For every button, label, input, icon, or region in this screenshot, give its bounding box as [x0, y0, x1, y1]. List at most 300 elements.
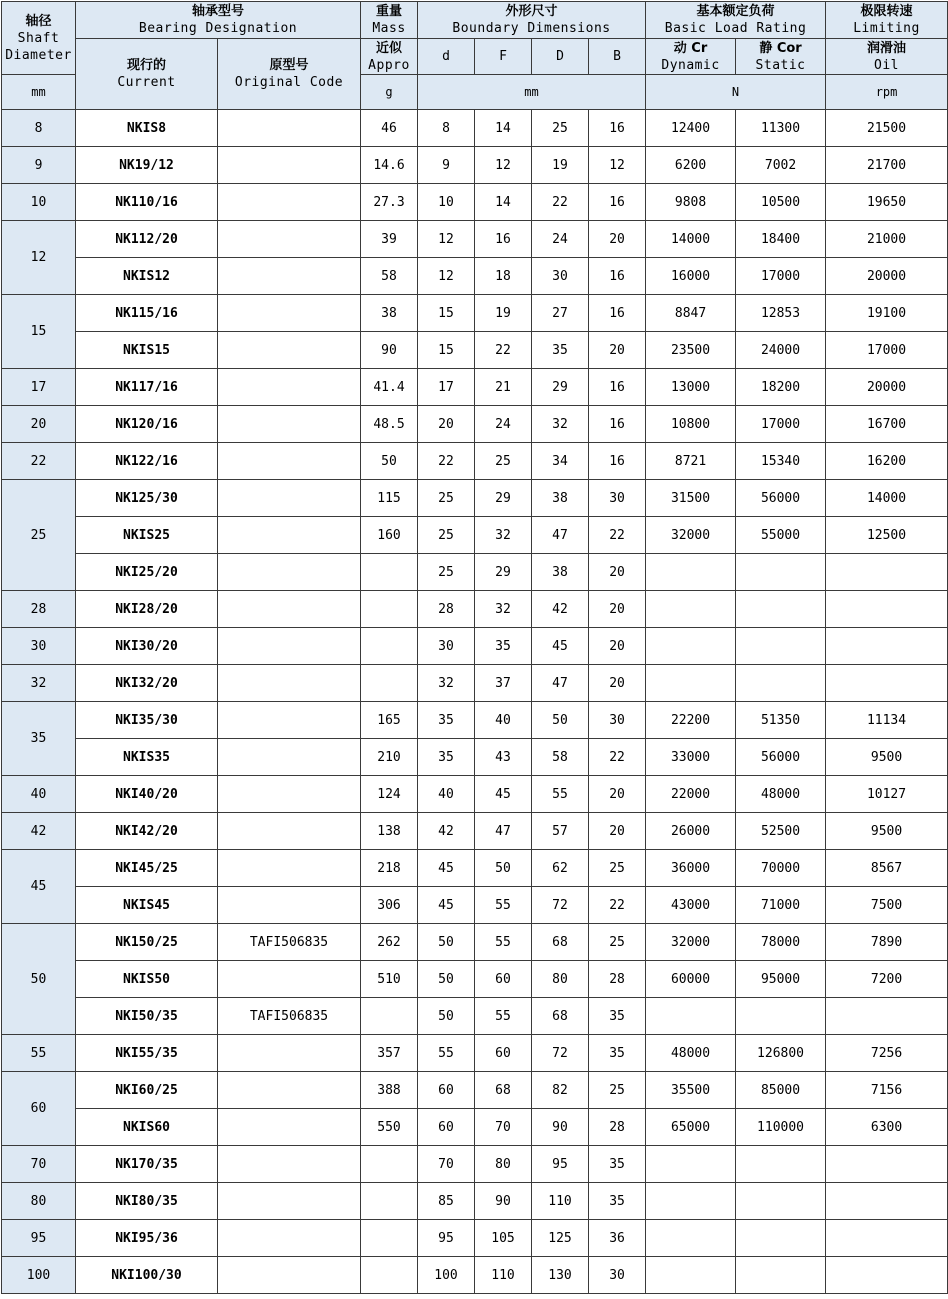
- oil-speed-cell: 21500: [826, 110, 948, 147]
- oil-speed-cell: 20000: [826, 258, 948, 295]
- dim-F-cell: 50: [475, 850, 532, 887]
- static-load-cell: 126800: [736, 1035, 826, 1072]
- static-load-header: 静 Cor Static: [736, 39, 826, 75]
- shaft-diameter-cell: 10: [2, 184, 76, 221]
- dim-d-cell: 9: [418, 147, 475, 184]
- table-row: [2, 480, 948, 517]
- table-row: [2, 406, 948, 443]
- oil-speed-cell: 7256: [826, 1035, 948, 1072]
- original-code-cell: [218, 480, 361, 517]
- dim-D-cell: 125: [532, 1220, 589, 1257]
- table-row: [2, 591, 948, 628]
- dim-B-header: B: [589, 39, 646, 75]
- table-row: [2, 147, 948, 184]
- static-load-cell: 48000: [736, 776, 826, 813]
- dynamic-load-cell: [646, 665, 736, 702]
- model-cell: NKI100/30: [76, 1257, 218, 1294]
- static-load-cell: [736, 1257, 826, 1294]
- table-body: [2, 110, 948, 1294]
- original-code-cell: [218, 517, 361, 554]
- dynamic-load-cell: 65000: [646, 1109, 736, 1146]
- original-code-cell: [218, 1146, 361, 1183]
- shaft-diameter-header: 轴径 Shaft Diameter: [2, 2, 76, 75]
- table-row: [2, 221, 948, 258]
- dim-D-header: D: [532, 39, 589, 75]
- dim-D-cell: 34: [532, 443, 589, 480]
- model-cell: NK170/35: [76, 1146, 218, 1183]
- dim-F-cell: 55: [475, 887, 532, 924]
- model-cell: NKIS50: [76, 961, 218, 998]
- dim-F-cell: 110: [475, 1257, 532, 1294]
- model-cell: NKI42/20: [76, 813, 218, 850]
- dynamic-load-cell: [646, 1146, 736, 1183]
- dim-d-cell: 20: [418, 406, 475, 443]
- model-cell: NK110/16: [76, 184, 218, 221]
- dynamic-load-cell: 32000: [646, 517, 736, 554]
- table-row: [2, 739, 948, 776]
- shaft-diameter-cell: 42: [2, 813, 76, 850]
- original-code-cell: [218, 184, 361, 221]
- dim-D-cell: 72: [532, 887, 589, 924]
- dim-D-cell: 82: [532, 1072, 589, 1109]
- static-load-cell: [736, 1146, 826, 1183]
- dim-B-cell: 35: [589, 998, 646, 1035]
- oil-speed-cell: 20000: [826, 369, 948, 406]
- dim-d-cell: 32: [418, 665, 475, 702]
- dynamic-load-cell: 8721: [646, 443, 736, 480]
- shaft-diameter-cell: 45: [2, 850, 76, 924]
- dim-F-cell: 37: [475, 665, 532, 702]
- boundary-dimensions-header: 外形尺寸 Boundary Dimensions: [418, 2, 646, 39]
- static-load-cell: [736, 628, 826, 665]
- dim-D-cell: 29: [532, 369, 589, 406]
- original-code-cell: [218, 258, 361, 295]
- dynamic-load-cell: 32000: [646, 924, 736, 961]
- mass-cell: [361, 591, 418, 628]
- oil-speed-cell: 17000: [826, 332, 948, 369]
- dim-D-cell: 57: [532, 813, 589, 850]
- dim-F-header: F: [475, 39, 532, 75]
- dynamic-load-cell: 13000: [646, 369, 736, 406]
- dim-B-cell: 30: [589, 1257, 646, 1294]
- mass-cell: [361, 554, 418, 591]
- oil-speed-cell: 9500: [826, 813, 948, 850]
- original-code-cell: [218, 1183, 361, 1220]
- model-cell: NKI28/20: [76, 591, 218, 628]
- dim-B-cell: 20: [589, 332, 646, 369]
- dynamic-load-cell: [646, 998, 736, 1035]
- static-load-cell: 15340: [736, 443, 826, 480]
- original-code-header: 原型号 Original Code: [218, 39, 361, 110]
- original-code-cell: [218, 332, 361, 369]
- dim-F-cell: 18: [475, 258, 532, 295]
- dim-d-cell: 12: [418, 258, 475, 295]
- table-row: [2, 1146, 948, 1183]
- dims-unit: mm: [418, 75, 646, 110]
- mass-header: 重量 Mass: [361, 2, 418, 39]
- dim-d-cell: 10: [418, 184, 475, 221]
- dynamic-load-cell: [646, 591, 736, 628]
- table-row: [2, 554, 948, 591]
- dim-F-cell: 60: [475, 961, 532, 998]
- oil-speed-cell: 6300: [826, 1109, 948, 1146]
- static-load-cell: 95000: [736, 961, 826, 998]
- shaft-diameter-cell: 12: [2, 221, 76, 295]
- static-load-cell: 18200: [736, 369, 826, 406]
- dynamic-load-cell: 60000: [646, 961, 736, 998]
- dim-d-cell: 50: [418, 924, 475, 961]
- original-code-cell: [218, 1035, 361, 1072]
- table-row: [2, 998, 948, 1035]
- model-cell: NKIS45: [76, 887, 218, 924]
- original-code-cell: [218, 961, 361, 998]
- table-row: [2, 110, 948, 147]
- dim-F-cell: 24: [475, 406, 532, 443]
- dim-d-cell: 22: [418, 443, 475, 480]
- dim-D-cell: 35: [532, 332, 589, 369]
- dynamic-load-cell: 9808: [646, 184, 736, 221]
- dim-d-cell: 28: [418, 591, 475, 628]
- basic-load-rating-header: 基本额定负荷 Basic Load Rating: [646, 2, 826, 39]
- speed-unit: rpm: [826, 75, 948, 110]
- dim-B-cell: 25: [589, 924, 646, 961]
- table-row: [2, 702, 948, 739]
- dim-D-cell: 19: [532, 147, 589, 184]
- dim-B-cell: 28: [589, 1109, 646, 1146]
- dim-d-cell: 30: [418, 628, 475, 665]
- table-row: [2, 850, 948, 887]
- shaft-diameter-cell: 9: [2, 147, 76, 184]
- dim-d-cell: 15: [418, 332, 475, 369]
- mass-cell: 115: [361, 480, 418, 517]
- dynamic-load-header: 动 Cr Dynamic: [646, 39, 736, 75]
- dim-F-cell: 32: [475, 591, 532, 628]
- original-code-cell: [218, 110, 361, 147]
- table-row: [2, 887, 948, 924]
- dynamic-load-cell: 12400: [646, 110, 736, 147]
- oil-speed-cell: 7156: [826, 1072, 948, 1109]
- dim-B-cell: 35: [589, 1146, 646, 1183]
- oil-speed-cell: 19650: [826, 184, 948, 221]
- dim-B-cell: 16: [589, 369, 646, 406]
- table-row: [2, 1035, 948, 1072]
- original-code-cell: [218, 221, 361, 258]
- mass-cell: 550: [361, 1109, 418, 1146]
- original-code-cell: [218, 665, 361, 702]
- static-load-cell: 51350: [736, 702, 826, 739]
- dim-d-cell: 15: [418, 295, 475, 332]
- mass-cell: [361, 1146, 418, 1183]
- oil-speed-cell: 16200: [826, 443, 948, 480]
- dim-B-cell: 16: [589, 258, 646, 295]
- static-load-cell: 52500: [736, 813, 826, 850]
- original-code-cell: [218, 739, 361, 776]
- oil-speed-cell: 12500: [826, 517, 948, 554]
- static-load-cell: 71000: [736, 887, 826, 924]
- original-code-cell: [218, 850, 361, 887]
- dim-D-cell: 38: [532, 480, 589, 517]
- original-code-cell: [218, 776, 361, 813]
- original-code-cell: [218, 295, 361, 332]
- dim-d-cell: 17: [418, 369, 475, 406]
- original-code-cell: [218, 1072, 361, 1109]
- dim-F-cell: 55: [475, 924, 532, 961]
- shaft-diameter-cell: 95: [2, 1220, 76, 1257]
- shaft-diameter-cell: 8: [2, 110, 76, 147]
- dynamic-load-cell: 26000: [646, 813, 736, 850]
- table-row: [2, 1183, 948, 1220]
- static-load-cell: [736, 998, 826, 1035]
- oil-speed-cell: [826, 628, 948, 665]
- static-load-cell: 12853: [736, 295, 826, 332]
- dim-F-cell: 29: [475, 480, 532, 517]
- dim-F-cell: 22: [475, 332, 532, 369]
- shaft-diameter-cell: 50: [2, 924, 76, 1035]
- mass-cell: 160: [361, 517, 418, 554]
- mass-cell: [361, 665, 418, 702]
- dim-D-cell: 130: [532, 1257, 589, 1294]
- mass-cell: 46: [361, 110, 418, 147]
- shaft-diameter-cell: 30: [2, 628, 76, 665]
- mass-cell: 218: [361, 850, 418, 887]
- dim-D-cell: 25: [532, 110, 589, 147]
- oil-speed-cell: 10127: [826, 776, 948, 813]
- dim-d-cell: 35: [418, 739, 475, 776]
- dim-B-cell: 36: [589, 1220, 646, 1257]
- static-load-cell: 110000: [736, 1109, 826, 1146]
- dim-F-cell: 43: [475, 739, 532, 776]
- shaft-diameter-cell: 22: [2, 443, 76, 480]
- dim-D-cell: 38: [532, 554, 589, 591]
- model-cell: NKI80/35: [76, 1183, 218, 1220]
- dim-D-cell: 32: [532, 406, 589, 443]
- load-unit: N: [646, 75, 826, 110]
- dim-B-cell: 20: [589, 628, 646, 665]
- bearing-designation-header: 轴承型号 Bearing Designation: [76, 2, 361, 39]
- dim-D-cell: 68: [532, 924, 589, 961]
- table-row: [2, 628, 948, 665]
- oil-speed-cell: 16700: [826, 406, 948, 443]
- dim-F-cell: 21: [475, 369, 532, 406]
- dynamic-load-cell: 35500: [646, 1072, 736, 1109]
- shaft-diameter-cell: 32: [2, 665, 76, 702]
- limiting-speed-header: 极限转速 Limiting: [826, 2, 948, 39]
- dynamic-load-cell: [646, 1257, 736, 1294]
- mass-cell: 48.5: [361, 406, 418, 443]
- dynamic-load-cell: 22200: [646, 702, 736, 739]
- table-row: [2, 443, 948, 480]
- dim-d-header: d: [418, 39, 475, 75]
- shaft-diameter-cell: 40: [2, 776, 76, 813]
- mass-cell: [361, 1220, 418, 1257]
- model-cell: NKI55/35: [76, 1035, 218, 1072]
- dim-d-cell: 45: [418, 887, 475, 924]
- model-cell: NKI35/30: [76, 702, 218, 739]
- oil-speed-cell: 8567: [826, 850, 948, 887]
- dim-B-cell: 16: [589, 184, 646, 221]
- model-cell: NKIS12: [76, 258, 218, 295]
- static-load-cell: [736, 554, 826, 591]
- model-cell: NKI60/25: [76, 1072, 218, 1109]
- dim-D-cell: 55: [532, 776, 589, 813]
- original-code-cell: [218, 369, 361, 406]
- original-code-cell: TAFI506835: [218, 924, 361, 961]
- dim-d-cell: 45: [418, 850, 475, 887]
- model-cell: NKIS15: [76, 332, 218, 369]
- dim-F-cell: 29: [475, 554, 532, 591]
- dim-D-cell: 22: [532, 184, 589, 221]
- model-cell: NKI25/20: [76, 554, 218, 591]
- model-cell: NKI45/25: [76, 850, 218, 887]
- dim-d-cell: 25: [418, 480, 475, 517]
- table-row: [2, 295, 948, 332]
- dim-F-cell: 16: [475, 221, 532, 258]
- dim-B-cell: 16: [589, 406, 646, 443]
- mass-approx-header: 近似 Appro: [361, 39, 418, 75]
- dim-d-cell: 95: [418, 1220, 475, 1257]
- oil-speed-cell: 14000: [826, 480, 948, 517]
- model-cell: NKI40/20: [76, 776, 218, 813]
- dim-d-cell: 40: [418, 776, 475, 813]
- table-row: [2, 332, 948, 369]
- dim-F-cell: 19: [475, 295, 532, 332]
- model-cell: NK117/16: [76, 369, 218, 406]
- dim-D-cell: 72: [532, 1035, 589, 1072]
- original-code-cell: [218, 406, 361, 443]
- dim-d-cell: 42: [418, 813, 475, 850]
- shaft-diameter-cell: 20: [2, 406, 76, 443]
- dim-d-cell: 60: [418, 1109, 475, 1146]
- dynamic-load-cell: [646, 1220, 736, 1257]
- static-load-cell: [736, 665, 826, 702]
- model-cell: NK112/20: [76, 221, 218, 258]
- dynamic-load-cell: 31500: [646, 480, 736, 517]
- dim-B-cell: 22: [589, 887, 646, 924]
- oil-speed-header: 润滑油 Oil: [826, 39, 948, 75]
- dim-B-cell: 20: [589, 591, 646, 628]
- dim-D-cell: 27: [532, 295, 589, 332]
- static-load-cell: 17000: [736, 406, 826, 443]
- dynamic-load-cell: 33000: [646, 739, 736, 776]
- dim-F-cell: 47: [475, 813, 532, 850]
- dim-F-cell: 25: [475, 443, 532, 480]
- oil-speed-cell: 7890: [826, 924, 948, 961]
- mass-cell: 124: [361, 776, 418, 813]
- dim-B-cell: 16: [589, 443, 646, 480]
- dim-D-cell: 45: [532, 628, 589, 665]
- dim-d-cell: 50: [418, 961, 475, 998]
- dim-D-cell: 95: [532, 1146, 589, 1183]
- table-row: [2, 369, 948, 406]
- shaft-diameter-cell: 55: [2, 1035, 76, 1072]
- original-code-cell: [218, 1220, 361, 1257]
- model-cell: NK19/12: [76, 147, 218, 184]
- oil-speed-cell: 11134: [826, 702, 948, 739]
- dim-F-cell: 68: [475, 1072, 532, 1109]
- dim-D-cell: 42: [532, 591, 589, 628]
- current-code-header: 现行的 Current: [76, 39, 218, 110]
- dim-B-cell: 30: [589, 702, 646, 739]
- dynamic-load-cell: 14000: [646, 221, 736, 258]
- oil-speed-cell: [826, 554, 948, 591]
- mass-cell: 14.6: [361, 147, 418, 184]
- dim-F-cell: 14: [475, 110, 532, 147]
- dim-d-cell: 8: [418, 110, 475, 147]
- mass-cell: 306: [361, 887, 418, 924]
- shaft-diameter-cell: 15: [2, 295, 76, 369]
- bearing-spec-table: [1, 1, 948, 1294]
- dim-B-cell: 25: [589, 850, 646, 887]
- mass-cell: 210: [361, 739, 418, 776]
- dynamic-load-cell: 6200: [646, 147, 736, 184]
- oil-speed-cell: 19100: [826, 295, 948, 332]
- oil-speed-cell: [826, 591, 948, 628]
- dim-F-cell: 55: [475, 998, 532, 1035]
- static-load-cell: 11300: [736, 110, 826, 147]
- dim-F-cell: 32: [475, 517, 532, 554]
- dim-F-cell: 45: [475, 776, 532, 813]
- mass-cell: 138: [361, 813, 418, 850]
- dim-B-cell: 20: [589, 554, 646, 591]
- shaft-unit: mm: [2, 75, 76, 110]
- dim-D-cell: 30: [532, 258, 589, 295]
- static-load-cell: 7002: [736, 147, 826, 184]
- dim-F-cell: 14: [475, 184, 532, 221]
- table-row: [2, 1257, 948, 1294]
- original-code-cell: TAFI506835: [218, 998, 361, 1035]
- dynamic-load-cell: 43000: [646, 887, 736, 924]
- table-row: [2, 258, 948, 295]
- static-load-cell: [736, 1220, 826, 1257]
- mass-cell: 50: [361, 443, 418, 480]
- model-cell: NK122/16: [76, 443, 218, 480]
- model-cell: NKIS35: [76, 739, 218, 776]
- model-cell: NKIS8: [76, 110, 218, 147]
- static-load-cell: [736, 591, 826, 628]
- dim-F-cell: 40: [475, 702, 532, 739]
- original-code-cell: [218, 1257, 361, 1294]
- dim-F-cell: 12: [475, 147, 532, 184]
- dim-d-cell: 35: [418, 702, 475, 739]
- model-cell: NKIS25: [76, 517, 218, 554]
- dynamic-load-cell: 10800: [646, 406, 736, 443]
- mass-cell: [361, 1183, 418, 1220]
- mass-cell: 165: [361, 702, 418, 739]
- model-cell: NK115/16: [76, 295, 218, 332]
- static-load-cell: 70000: [736, 850, 826, 887]
- dim-B-cell: 20: [589, 776, 646, 813]
- dim-D-cell: 47: [532, 665, 589, 702]
- dim-F-cell: 60: [475, 1035, 532, 1072]
- oil-speed-cell: 21700: [826, 147, 948, 184]
- dim-B-cell: 22: [589, 517, 646, 554]
- static-load-cell: 85000: [736, 1072, 826, 1109]
- table-row: [2, 813, 948, 850]
- table-row: [2, 1072, 948, 1109]
- mass-cell: 510: [361, 961, 418, 998]
- shaft-diameter-cell: 17: [2, 369, 76, 406]
- dynamic-load-cell: 8847: [646, 295, 736, 332]
- mass-cell: 90: [361, 332, 418, 369]
- dynamic-load-cell: 48000: [646, 1035, 736, 1072]
- dim-d-cell: 25: [418, 517, 475, 554]
- dim-B-cell: 16: [589, 295, 646, 332]
- dynamic-load-cell: 22000: [646, 776, 736, 813]
- dim-D-cell: 47: [532, 517, 589, 554]
- shaft-diameter-cell: 28: [2, 591, 76, 628]
- dim-B-cell: 16: [589, 110, 646, 147]
- dynamic-load-cell: [646, 554, 736, 591]
